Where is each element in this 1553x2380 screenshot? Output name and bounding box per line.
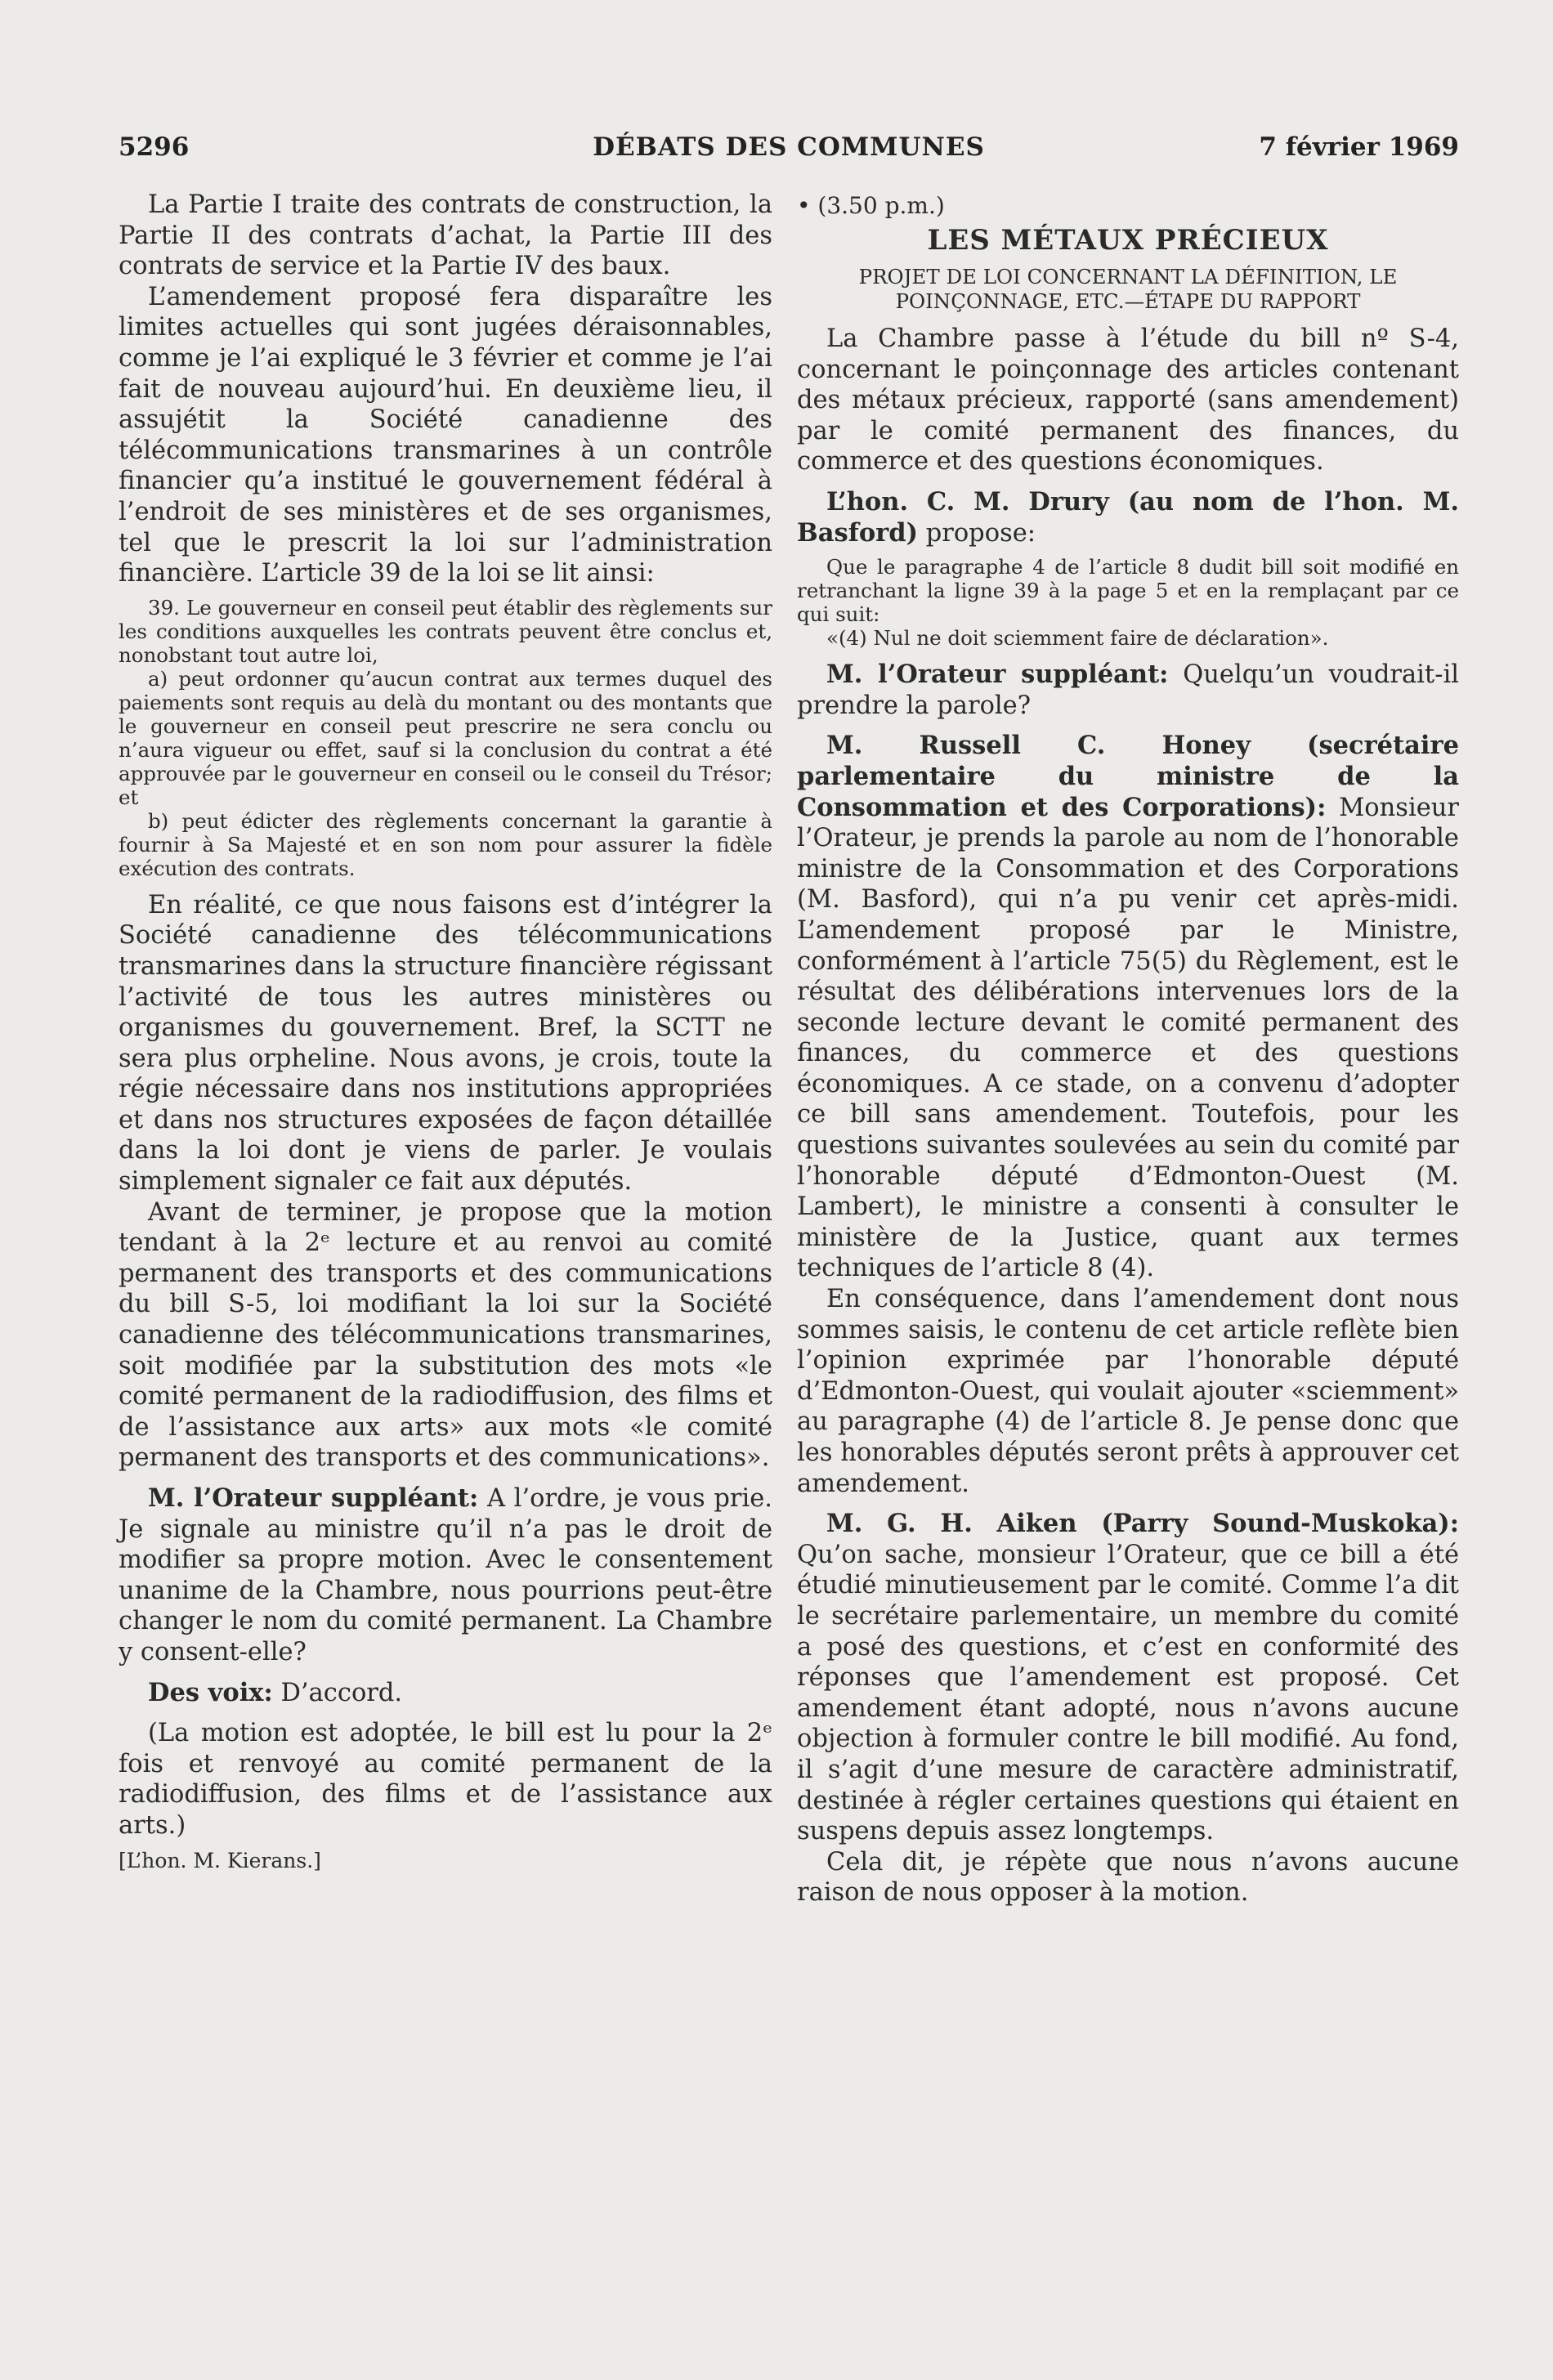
speech bbox=[797, 487, 1459, 548]
section-subheading: PROJET DE LOI CONCERNANT LA DÉFINITION, LE POINÇONNAGE, ETC.—ÉTAPE DU RAPPORT bbox=[858, 265, 1398, 313]
speaker-name: M. G. H. Aiken (Parry Sound-Muskoka): bbox=[826, 1509, 1459, 1539]
page-date: 7 février 1969 bbox=[1259, 132, 1459, 162]
speaker-name: M. l’Orateur suppléant: bbox=[826, 660, 1169, 690]
paragraph: L’amendement proposé fera disparaître les limites actuelles qui sont jugées déraisonnables, comme je l’ai expliqué le 3 février et comme je l’ai fait de nouveau aujourd’hui. En deuxième lieu, il assujétit la Société canadienne des télécommunications transmarines à un contrôle financier qu’a institué le gouvernement fédéral à l’endroit de ses ministères et de ses organismes, tel que le prescrit la loi sur l’administration financière. L’article 39 de la loi se lit ainsi: bbox=[119, 282, 772, 588]
paragraph: La Chambre passe à l’étude du bill nº S-4, concernant le poinçonnage des articles contenant des métaux précieux, rapporté (sans amendement) par le comité permanent des finances, du commerce et des questions économiques. bbox=[797, 324, 1459, 476]
quoted-text: a) peut ordonner qu’aucun contrat aux termes duquel des paiements sont requis au delà du montant ou des montants que le gouverneur en conseil peut prescrire ne sera conclu ou n’aura vigueur ou effet, sauf si la conclusion du contrat a été approuvée par le gouverneur en conseil ou le conseil du Trésor; et bbox=[119, 666, 772, 809]
speech bbox=[119, 1678, 772, 1709]
running-title: DÉBATS DES COMMUNES bbox=[593, 132, 985, 162]
speech-text: D’accord. bbox=[272, 1678, 403, 1707]
quoted-text: Que le paragraphe 4 de l’article 8 dudit bill soit modifié en retranchant la ligne 39 à la page 5 et en la remplaçant par ce qui suit: bbox=[797, 555, 1459, 627]
speech bbox=[119, 1483, 772, 1668]
paragraph: Cela dit, je répète que nous n’avons aucune raison de nous opposer à la motion. bbox=[797, 1847, 1459, 1908]
speech bbox=[797, 1509, 1459, 1847]
speaker-name: L’hon. C. M. Drury (au nom de l’hon. M. Basford) bbox=[797, 486, 1459, 548]
quoted-text: b) peut édicter des règlements concernant la garantie à fournir à Sa Majesté et en son nom pour assurer la fidèle exécution des contrats. bbox=[119, 808, 772, 880]
speech-text: Monsieur l’Orateur, je prends la parole au nom de l’honorable ministre de la Consommation et des Corporations (M. Basford), qui n’a pu venir cet après-midi. L’amendement proposé par le Ministre, conformément à l’article 75(5) du Règlement, est le résultat des délibérations intervenues lors de la seconde lecture devant le comité permanent des finances, du commerce et des questions économiques. A ce stade, on a convenu d’adopter ce bill sans amendement. Toutefois, pour les questions suivantes soulevées au sein du comité par l’honorable député d’Edmonton-Ouest (M. Lambert), le ministre a consenti à consulter le ministère de la Justice, quant aux termes techniques de l’article 8 (4). bbox=[797, 793, 1459, 1283]
speech-text: Qu’on sache, monsieur l’Orateur, que ce bill a été étudié minutieusement par le comité. Comme l’a dit le secrétaire parlementaire, un membre du comité a posé des questions, et c’est en conformité des réponses que l’amendement est proposé. Cet amendement étant adopté, nous n’avons aucune objection à formuler contre le bill modifié. Au fond, il s’agit d’une mesure de caractère administratif, destinée à régler certaines questions qui étaient en suspens depuis assez longtemps. bbox=[797, 1540, 1459, 1846]
paragraph: La Partie I traite des contrats de construction, la Partie II des contrats d’achat, la Partie III des contrats de service et la Partie IV des baux. bbox=[119, 190, 772, 281]
paragraph: En conséquence, dans l’amendement dont nous sommes saisis, le contenu de cet article reflète bien l’opinion exprimée par l’honorable député d’Edmonton-Ouest, qui voulait ajouter «sciemment» au paragraphe (4) de l’article 8. Je pense donc que les honorables députés seront prêts à approuver cet amendement. bbox=[797, 1285, 1459, 1498]
paragraph: Avant de terminer, je propose que la motion tendant à la 2ᵉ lecture et au renvoi au comité permanent des transports et des communications du bill S-5, loi modifiant la loi sur la Société canadienne des télécommunications transmarines, soit modifiée par la substitution des mots «le comité permanent de la radiodiffusion, des films et de l’assistance aux arts» aux mots «le comité permanent des transports et des communications». bbox=[119, 1197, 772, 1473]
speaker-name: Des voix: bbox=[148, 1677, 273, 1707]
paragraph: (La motion est adoptée, le bill est lu pour la 2ᵉ fois et renvoyé au comité permanent de la radiodiffusion, des films et de l’assistance aux arts.) bbox=[119, 1719, 772, 1840]
paragraph: En réalité, ce que nous faisons est d’intégrer la Société canadienne des télécommunications transmarines dans la structure financière régissant l’activité de tous les autres ministères ou organismes du gouvernement. Bref, la SCTT ne sera plus orpheline. Nous avons, je crois, toute la régie nécessaire dans nos institutions appropriées et dans nos structures exposées de façon détaillée dans la loi dont je viens de parler. Je voulais simplement signaler ce fait aux députés. bbox=[119, 890, 772, 1197]
speech bbox=[797, 660, 1459, 721]
section-heading: LES MÉTAUX PRÉCIEUX bbox=[927, 224, 1329, 257]
speech-text: A l’ordre, je vous prie. Je signale au ministre qu’il n’a pas le droit de modifier sa propre motion. Avec le consentement unanime de la Chambre, nous pourrions peut-être changer le nom du comité permanent. La Chambre y consent-elle? bbox=[119, 1484, 773, 1666]
quoted-text: «(4) Nul ne doit sciemment faire de déclaration». bbox=[826, 626, 1329, 651]
page-header bbox=[119, 132, 1459, 173]
speech-text: Quelqu’un voudrait-il prendre la parole? bbox=[797, 660, 1460, 720]
speech-text: propose: bbox=[918, 518, 1036, 548]
speech bbox=[797, 731, 1459, 1284]
speaker-name: M. l’Orateur suppléant: bbox=[148, 1483, 479, 1513]
quoted-text: 39. Le gouverneur en conseil peut établir des règlements sur les conditions auxquelles les contrats peuvent être conclus et, nonobstant tout autre loi, bbox=[119, 595, 772, 667]
page-number: 5296 bbox=[119, 132, 190, 162]
left-column bbox=[119, 190, 772, 1874]
right-column bbox=[797, 190, 1459, 1908]
time-stamp: • (3.50 p.m.) bbox=[797, 192, 945, 219]
speaker-signature: [L’hon. M. Kierans.] bbox=[119, 1848, 321, 1872]
speaker-name: M. Russell C. Honey (secrétaire parlementaire du ministre de la Consommation et des Corporations): bbox=[797, 731, 1459, 822]
